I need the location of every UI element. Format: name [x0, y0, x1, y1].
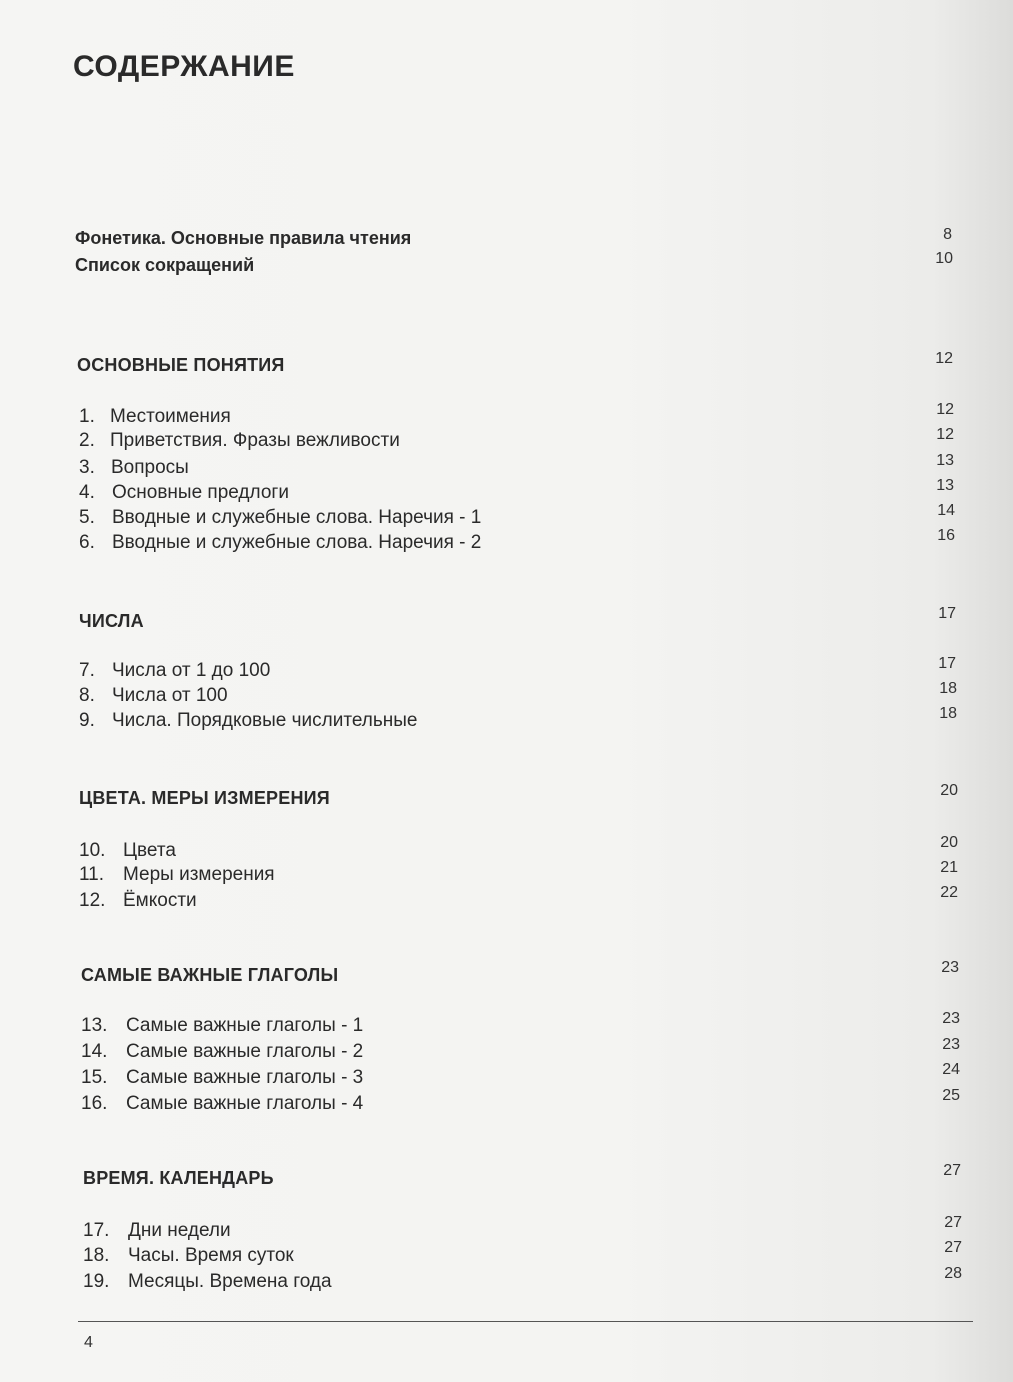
item-text: Меры измерения: [123, 864, 275, 885]
toc-item[interactable]: [0, 502, 1013, 533]
item-text: Приветствия. Фразы вежливости: [110, 430, 400, 451]
toc-item[interactable]: [0, 834, 1013, 866]
toc-section-heading[interactable]: [0, 1162, 1013, 1194]
item-page: 12: [936, 401, 954, 418]
item-number: 3.: [79, 457, 95, 478]
item-number: 5.: [79, 507, 95, 528]
item-page: 12: [936, 426, 954, 443]
item-text: Ёмкости: [123, 890, 197, 911]
section-title: ЧИСЛА: [79, 611, 144, 631]
item-page: 28: [944, 1265, 962, 1282]
item-text: Вопросы: [111, 457, 189, 478]
toc-section-heading[interactable]: [0, 782, 1013, 814]
item-text: Местоимения: [110, 406, 231, 427]
item-number: 2.: [79, 430, 95, 451]
toc-entry[interactable]: [0, 250, 1013, 281]
section-title: ОСНОВНЫЕ ПОНЯТИЯ: [77, 355, 285, 375]
page-number: 4: [84, 1334, 93, 1351]
item-number: 4.: [79, 482, 95, 503]
toc-item[interactable]: [0, 1087, 1013, 1119]
toc-item[interactable]: [0, 1036, 1013, 1067]
toc-section-heading[interactable]: [0, 959, 1013, 991]
toc-item[interactable]: [0, 884, 1013, 916]
toc-entry-text: Список сокращений: [75, 255, 255, 275]
toc-item[interactable]: [0, 1265, 1013, 1297]
item-page: 25: [942, 1087, 960, 1104]
toc-item[interactable]: [0, 705, 1013, 736]
item-page: 23: [942, 1036, 960, 1053]
item-page: 21: [940, 859, 958, 876]
toc-section-heading[interactable]: [0, 350, 1013, 381]
item-number: 8.: [79, 685, 95, 706]
item-number: 16.: [81, 1093, 108, 1114]
item-page: 20: [940, 834, 958, 851]
section-page: 27: [943, 1162, 961, 1179]
item-text: Числа. Порядковые числительные: [112, 710, 418, 731]
item-page: 27: [944, 1214, 962, 1231]
toc-item[interactable]: [0, 452, 1013, 483]
toc-entry-text: Фонетика. Основные правила чтения: [75, 228, 412, 248]
toc-item[interactable]: [0, 680, 1013, 711]
item-text: Самые важные глаголы - 3: [126, 1067, 364, 1088]
item-text: Часы. Время суток: [128, 1245, 294, 1266]
item-page: 18: [939, 680, 957, 697]
section-title: САМЫЕ ВАЖНЫЕ ГЛАГОЛЫ: [81, 965, 339, 985]
item-page: 22: [940, 884, 958, 901]
item-number: 13.: [81, 1015, 108, 1036]
item-number: 9.: [79, 710, 95, 731]
item-text: Вводные и служебные слова. Наречия - 1: [112, 507, 482, 528]
item-text: Самые важные глаголы - 2: [126, 1041, 364, 1062]
toc-item[interactable]: [0, 1010, 1013, 1041]
item-page: 13: [936, 477, 954, 494]
toc-item[interactable]: [0, 426, 1013, 456]
section-title: ЦВЕТА. МЕРЫ ИЗМЕРЕНИЯ: [79, 788, 330, 808]
toc-entry-page: 8: [943, 226, 952, 243]
item-page: 24: [942, 1061, 960, 1078]
item-number: 14.: [81, 1041, 108, 1062]
toc-item[interactable]: [0, 401, 1013, 432]
item-page: 23: [942, 1010, 960, 1027]
section-page: 20: [940, 782, 958, 799]
item-number: 15.: [81, 1067, 108, 1088]
item-number: 12.: [79, 890, 106, 911]
item-text: Дни недели: [128, 1220, 231, 1241]
item-text: Вводные и служебные слова. Наречия - 2: [112, 532, 482, 553]
item-number: 17.: [83, 1220, 110, 1241]
item-number: 19.: [83, 1271, 110, 1292]
toc-item[interactable]: [0, 655, 1013, 686]
toc-entry[interactable]: [0, 228, 1013, 254]
item-number: 7.: [79, 660, 95, 681]
section-page: 12: [935, 350, 953, 367]
page-title: СОДЕРЖАНИЕ: [73, 50, 295, 83]
item-page: 18: [939, 705, 957, 722]
item-page: 17: [938, 655, 956, 672]
item-text: Цвета: [123, 840, 176, 861]
item-text: Числа от 100: [112, 685, 228, 706]
toc-item[interactable]: [0, 859, 1013, 890]
item-number: 11.: [79, 864, 105, 885]
item-number: 18.: [83, 1245, 110, 1266]
item-text: Самые важные глаголы - 1: [126, 1015, 364, 1036]
footer-rule: [78, 1321, 973, 1322]
item-page: 27: [944, 1239, 962, 1256]
section-page: 23: [941, 959, 959, 976]
toc-section-heading[interactable]: [0, 605, 1013, 637]
item-page: 16: [937, 527, 955, 544]
section-title: ВРЕМЯ. КАЛЕНДАРЬ: [83, 1168, 274, 1188]
item-text: Числа от 1 до 100: [112, 660, 271, 681]
toc-item[interactable]: [0, 1214, 1013, 1246]
item-text: Месяцы. Времена года: [128, 1271, 332, 1292]
section-page: 17: [938, 605, 956, 622]
item-page: 13: [936, 452, 954, 469]
toc-item[interactable]: [0, 477, 1013, 508]
item-number: 1.: [79, 406, 95, 427]
item-number: 10.: [79, 840, 106, 861]
item-text: Основные предлоги: [112, 482, 289, 503]
item-text: Самые важные глаголы - 4: [126, 1093, 364, 1114]
toc-item[interactable]: [0, 1061, 1013, 1093]
toc-item[interactable]: [0, 527, 1013, 558]
item-page: 14: [937, 502, 955, 519]
toc-entry-page: 10: [935, 250, 953, 267]
item-number: 6.: [79, 532, 95, 553]
toc-item[interactable]: [0, 1239, 1013, 1271]
